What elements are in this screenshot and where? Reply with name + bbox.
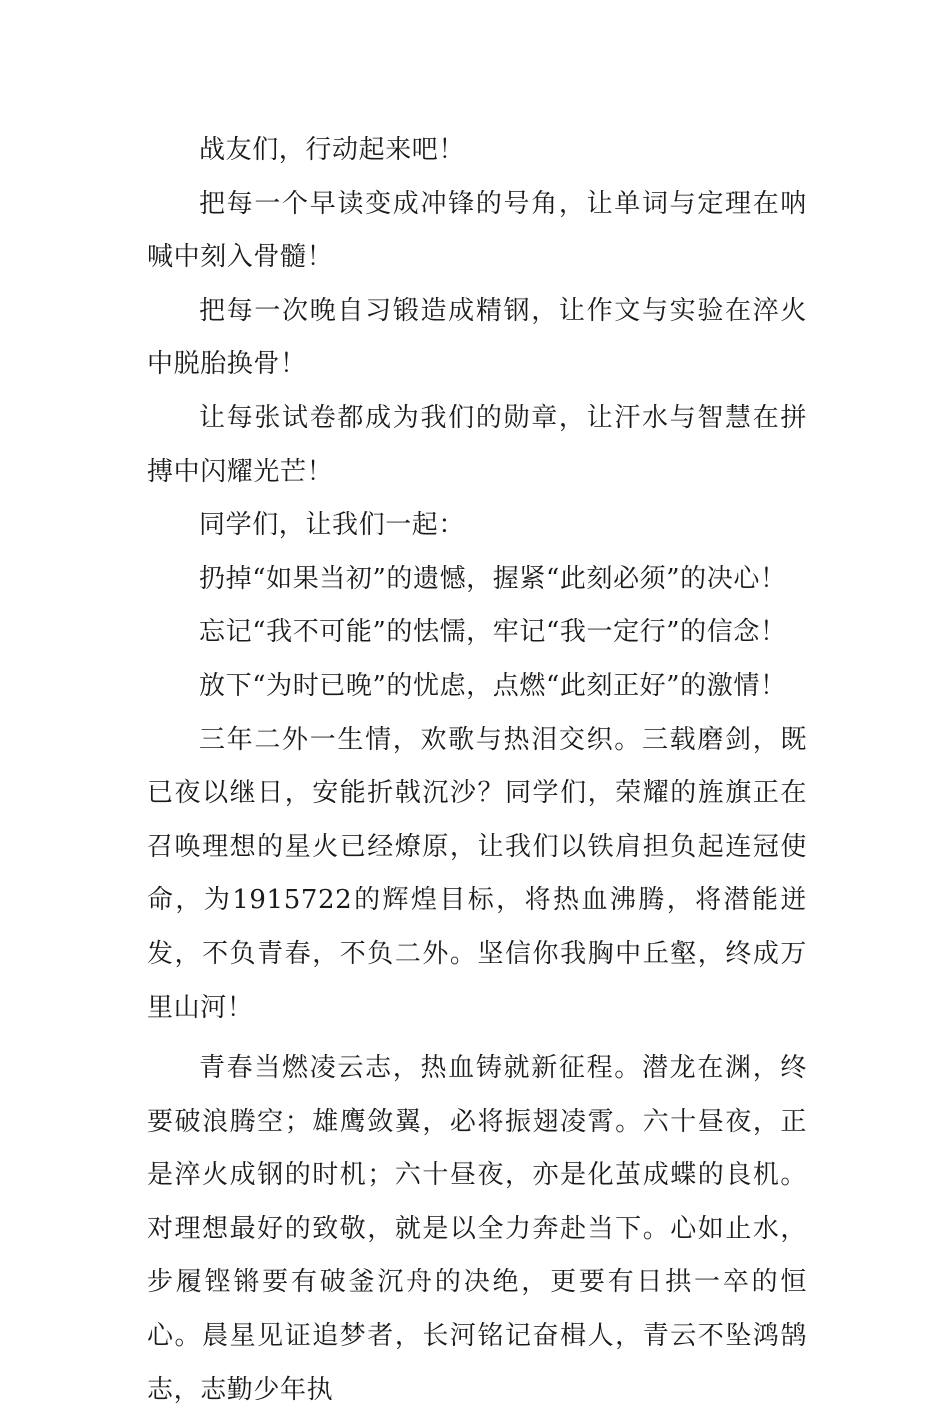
paragraph: 把每一个早读变成冲锋的号角，让单词与定理在呐喊中刻入骨髓！ xyxy=(147,188,807,273)
paragraph: 扔掉“如果当初”的遗憾，握紧“此刻必须”的决心！ xyxy=(199,563,787,594)
paragraph: 把每一次晚自习锻造成精钢，让作文与实验在淬火中脱胎换骨！ xyxy=(147,295,807,380)
paragraph: 战友们，行动起来吧！ xyxy=(199,135,466,165)
paragraph: 放下“为时已晚”的忧虑，点燃“此刻正好”的激情！ xyxy=(199,670,787,701)
paragraph: 三年二外一生情，欢歌与热泪交织。三载磨剑，既已夜以继日，安能折戟沉沙？同学们，荣耀的旌旗正在召唤理想的星火已经燎原，让我们以铁肩担负起连冠使命，为1915722的辉煌目标，将热血沸腾，将潜能迸发，不负青春，不负二外。坚信你我胸中丘壑，终成万里山河！ xyxy=(147,724,807,1023)
body-text xyxy=(147,124,807,1417)
paragraph: 忘记“我不可能”的怯懦，牢记“我一定行”的信念！ xyxy=(199,617,787,648)
paragraph-gap xyxy=(147,1035,807,1042)
paragraph: 同学们，让我们一起： xyxy=(199,510,466,541)
paragraph: 青春当燃凌云志，热血铸就新征程。潜龙在渊，终要破浪腾空；雄鹰敛翼，必将振翅凌霄。六十昼夜，正是淬火成钢的时机；六十昼夜，亦是化茧成蝶的良机。对理想最好的致敬，就是以全力奔赴当下。心如止水，步履铿锵要有破釜沉舟的决绝，更要有日拱一卒的恒心。晨星见证追梦者，长河铭记奋楫人，青云不坠鸿鹄志，志勤少年执 xyxy=(147,1053,807,1405)
paragraph: 让每张试卷都成为我们的勋章，让汗水与智慧在拼搏中闪耀光芒！ xyxy=(147,402,807,487)
